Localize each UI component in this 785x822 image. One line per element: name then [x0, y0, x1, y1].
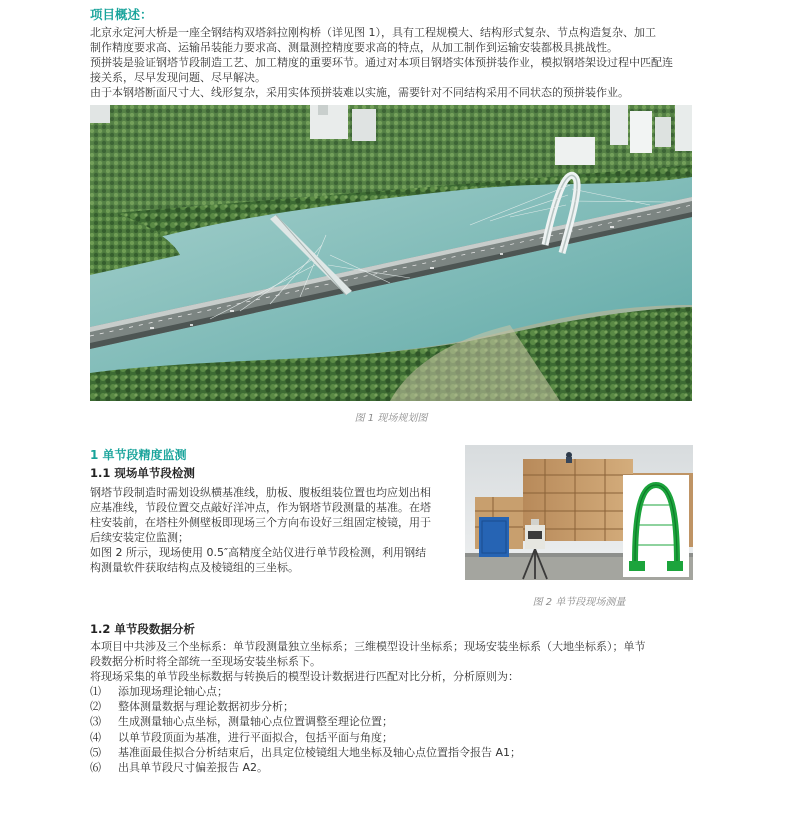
list-item-text: 整体测量数据与理论数据初步分析； — [118, 700, 294, 714]
list-item-number: ⑸ — [90, 745, 101, 759]
bridge-rendering-image — [90, 105, 692, 401]
overview-line: 制作精度要求高、运输吊装能力要求高、测量测控精度要求高的特点，从加工制作到运输安装都极具挑战性。 — [90, 41, 618, 54]
section1-1-line: 如图 2 所示，现场使用 0.5″高精度全站仪进行单节段检测，利用钢结 — [90, 546, 427, 559]
section1-2-line: 段数据分析时将全部统一至现场安装坐标系下。 — [90, 655, 321, 668]
list-item-number: ⑹ — [90, 761, 101, 775]
overview-line: 预拼装是验证钢塔节段制造工艺、加工精度的重要环节。通过对本项目钢塔实体预拼装作业，模拟钢塔架设过程中匹配连 — [90, 56, 673, 69]
overview-line: 接关系，尽早发现问题、尽早解决。 — [90, 71, 266, 84]
list-item-text: 添加现场理论轴心点； — [118, 685, 228, 698]
list-item — [90, 699, 700, 714]
list-item — [90, 745, 700, 760]
section1-1-line: 后续安装定位监测； — [90, 531, 189, 544]
section1-1-line: 钢塔节段制造时需划设纵横基准线，肋板、腹板组装位置也均应划出相 — [90, 486, 431, 499]
list-item-text: 以单节段顶面为基准，进行平面拟合，包括平面与角度； — [118, 730, 393, 744]
list-item — [90, 684, 700, 699]
list-item-text: 出具单节段尺寸偏差报告 A2。 — [118, 761, 269, 775]
list-item — [90, 760, 700, 775]
analysis-principles-list — [90, 684, 700, 775]
section1-2-title: 1.2 单节段数据分析 — [90, 622, 195, 636]
section1-1-line: 应基准线，节段位置交点敲好洋冲点，作为钢塔节段测量的基准。在塔 — [90, 501, 431, 514]
section1-1-paragraph — [90, 485, 460, 575]
list-item — [90, 730, 700, 745]
list-item-number: ⑵ — [90, 700, 101, 714]
overview-line: 北京永定河大桥是一座全钢结构双塔斜拉刚构桥（详见图 1），具有工程规模大、结构形式复杂、节点构造复杂、加工 — [90, 26, 656, 39]
section1-2-line: 本项目中共涉及三个坐标系：单节段测量独立坐标系；三维模型设计坐标系；现场安装坐标系（大地坐标系）；单节 — [90, 640, 646, 653]
figure1-caption: 图 1 现场规划图 — [354, 413, 428, 424]
list-item-text: 生成测量轴心点坐标，测量轴心点位置调整至理论位置； — [118, 715, 393, 729]
section1-2-line: 将现场采集的单节段坐标数据与转换后的模型设计数据进行匹配对比分析，分析原则为： — [90, 670, 519, 683]
overview-line: 由于本钢塔断面尺寸大、线形复杂，采用实体预拼装难以实施，需要针对不同结构采用不同状态的预拼装作业。 — [90, 86, 629, 99]
section1-title: 1 单节段精度监测 — [90, 448, 187, 462]
section1-2-paragraph — [90, 639, 700, 684]
site-measurement-photo — [465, 445, 693, 580]
section1-1-line: 柱安装前，在塔柱外侧壁板即现场三个方向布设好三组固定棱镜，用于 — [90, 516, 431, 529]
list-item — [90, 714, 700, 729]
section1-1-line: 构测量软件获取结构点及棱镜组的三坐标。 — [90, 561, 299, 574]
overview-title: 项目概述： — [90, 7, 153, 22]
figure2-caption: 图 2 单节段现场测量 — [532, 597, 626, 608]
list-item-text: 基准面最佳拟合分析结束后，出具定位棱镜组大地坐标及轴心点位置指令报告 A1； — [118, 745, 522, 759]
overview-paragraph — [90, 25, 700, 100]
list-item-number: ⑷ — [90, 730, 101, 744]
list-item-number: ⑴ — [90, 685, 101, 698]
section1-1-title: 1.1 现场单节段检测 — [90, 466, 195, 480]
list-item-number: ⑶ — [90, 715, 101, 729]
